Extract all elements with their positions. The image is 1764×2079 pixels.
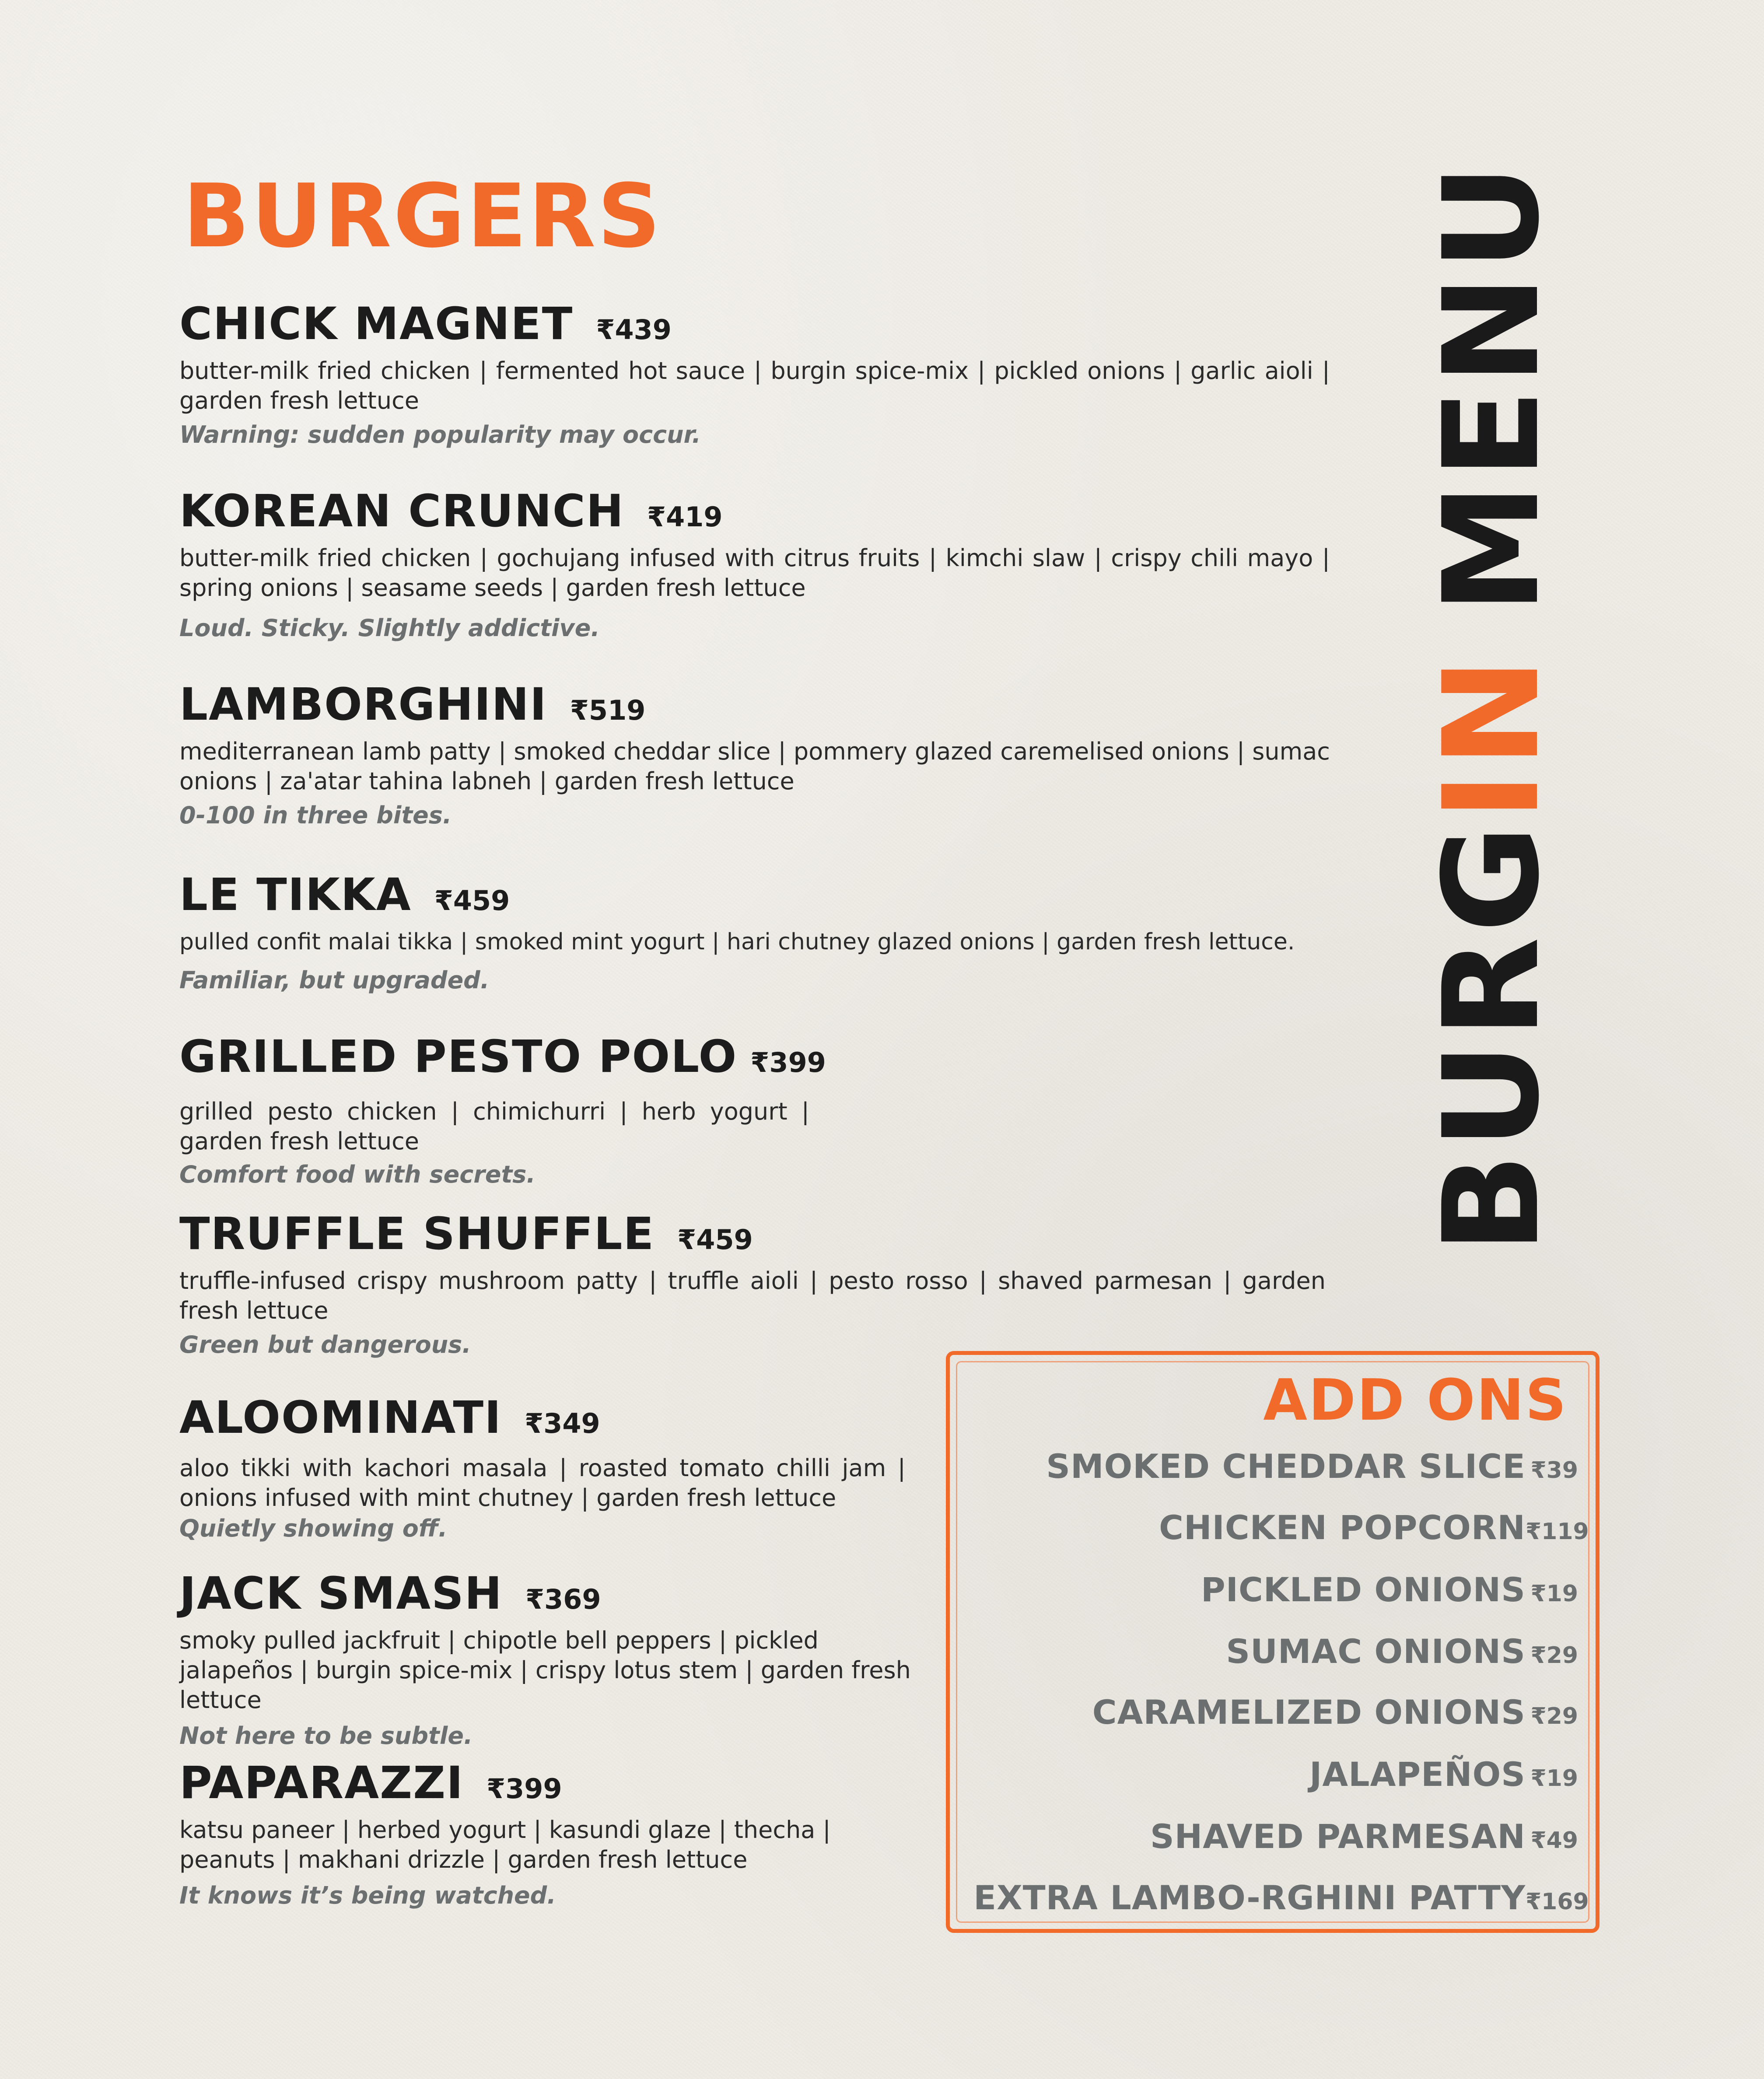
item-description: katsu paneer | herbed yogurt | kasundi glaze | thecha | peanuts | makhani drizzle | garden fresh lettuce <box>179 1816 831 1873</box>
menu-item-truffle-shuffle <box>179 1208 1326 1359</box>
item-description: smoky pulled jackfruit | chipotle bell peppers | pickled jalapeños | burgin spice-mix | crispy lotus stem | garden fresh lettuce <box>179 1627 911 1714</box>
item-tagline: Warning: sudden popularity may occur. <box>179 421 701 448</box>
brand-name-suffix: MENU <box>1415 159 1568 614</box>
item-name: LE TIKKA <box>179 869 412 921</box>
item-description: butter-milk fried chicken | fermented hot sauce | burgin spice-mix | pickled onions | garlic aioli | garden fresh lettuce <box>179 357 1330 414</box>
addon-item <box>952 1755 1596 1794</box>
addon-price: ₹19 <box>1530 1765 1578 1792</box>
addon-item <box>952 1817 1596 1856</box>
addon-item <box>952 1632 1596 1671</box>
item-description: butter-milk fried chicken | gochujang infused with citrus fruits | kimchi slaw | crispy chili mayo | spring onions | seasame seeds | garden fresh lettuce <box>179 544 1330 602</box>
item-tagline: Not here to be subtle. <box>179 1722 473 1750</box>
item-price: ₹399 <box>486 1773 562 1805</box>
addon-name: PICKLED ONIONS <box>1201 1570 1526 1609</box>
addon-name: SMOKED CHEDDAR SLICE <box>1046 1447 1526 1486</box>
item-description: aloo tikki with kachori masala | roasted tomato chilli jam | onions infused with mint chutney | garden fresh lettuce <box>179 1454 906 1512</box>
item-price: ₹439 <box>596 314 672 346</box>
item-name: LAMBORGHINI <box>179 679 547 731</box>
brand-logo <box>1400 159 1584 1254</box>
addon-price: ₹49 <box>1530 1827 1578 1854</box>
addons-title: ADD ONS <box>1263 1367 1568 1433</box>
menu-item-chick-magnet <box>179 298 1330 449</box>
brand-name-main: BURG <box>1415 820 1568 1254</box>
item-name: PAPARAZZI <box>179 1757 464 1809</box>
item-tagline: Green but dangerous. <box>179 1331 471 1358</box>
item-description: mediterranean lamb patty | smoked cheddar slice | pommery glazed caremelised onions | sumac onions | za'atar tahina labneh | garden fresh lettuce <box>179 738 1330 795</box>
item-tagline: Loud. Sticky. Slightly addictive. <box>179 614 600 642</box>
item-description: pulled confit malai tikka | smoked mint yogurt | hari chutney glazed onions | garden fresh lettuce. <box>179 929 1295 955</box>
addon-price: ₹29 <box>1530 1703 1578 1729</box>
brand-name-accent: IN <box>1415 653 1568 821</box>
addon-price: ₹169 <box>1526 1889 1589 1915</box>
addon-name: CHICKEN POPCORN <box>1159 1508 1526 1547</box>
item-price: ₹519 <box>570 694 646 726</box>
item-description: truffle-infused crispy mushroom patty | truffle aioli | pesto rosso | shaved parmesan | garden fresh lettuce <box>179 1267 1326 1324</box>
item-name: GRILLED PESTO POLO <box>179 1031 738 1083</box>
menu-item-korean-crunch <box>179 485 1330 643</box>
addon-price: ₹39 <box>1530 1457 1578 1484</box>
item-name: ALOOMINATI <box>179 1392 502 1444</box>
item-tagline: Comfort food with secrets. <box>179 1161 536 1188</box>
addon-name: CARAMELIZED ONIONS <box>1092 1693 1526 1732</box>
addon-price: ₹29 <box>1530 1642 1578 1669</box>
item-price: ₹459 <box>434 885 510 917</box>
item-name: JACK SMASH <box>179 1568 503 1620</box>
addon-item <box>952 1508 1596 1547</box>
item-tagline: 0-100 in three bites. <box>179 802 452 829</box>
item-price: ₹399 <box>750 1046 826 1078</box>
menu-item-aloominati <box>179 1392 906 1543</box>
item-price: ₹459 <box>677 1224 753 1256</box>
addon-name: JALAPEÑOS <box>1309 1755 1526 1794</box>
menu-item-paparazzi <box>179 1757 914 1910</box>
addon-price: ₹119 <box>1526 1519 1589 1545</box>
brand-wordmark <box>1415 159 1568 1254</box>
menu-item-jack-smash <box>179 1568 914 1750</box>
menu-item-grilled-pesto-polo <box>179 1031 826 1189</box>
addon-name: SUMAC ONIONS <box>1226 1632 1526 1671</box>
item-name: CHICK MAGNET <box>179 298 574 350</box>
item-price: ₹349 <box>525 1407 600 1439</box>
addons-panel <box>946 1351 1600 1933</box>
item-tagline: It knows it’s being watched. <box>179 1882 556 1909</box>
item-name: KOREAN CRUNCH <box>179 485 625 537</box>
addon-item <box>952 1693 1596 1732</box>
section-title: BURGERS <box>183 165 662 267</box>
item-price: ₹419 <box>647 501 723 533</box>
addon-item <box>952 1447 1596 1486</box>
addon-price: ₹19 <box>1530 1581 1578 1607</box>
item-price: ₹369 <box>525 1583 601 1615</box>
menu-item-le-tikka <box>179 869 1330 995</box>
addon-name: EXTRA LAMBO-RGHINI PATTY <box>973 1878 1526 1917</box>
item-tagline: Quietly showing off. <box>179 1515 448 1542</box>
item-name: TRUFFLE SHUFFLE <box>179 1208 655 1260</box>
item-tagline: Familiar, but upgraded. <box>179 966 490 994</box>
menu-item-lamborghini <box>179 679 1330 830</box>
addon-name: SHAVED PARMESAN <box>1150 1817 1526 1856</box>
item-description: grilled pesto chicken | chimichurri | herb yogurt | garden fresh lettuce <box>179 1098 809 1155</box>
addon-item <box>952 1570 1596 1609</box>
addon-item <box>952 1878 1596 1917</box>
